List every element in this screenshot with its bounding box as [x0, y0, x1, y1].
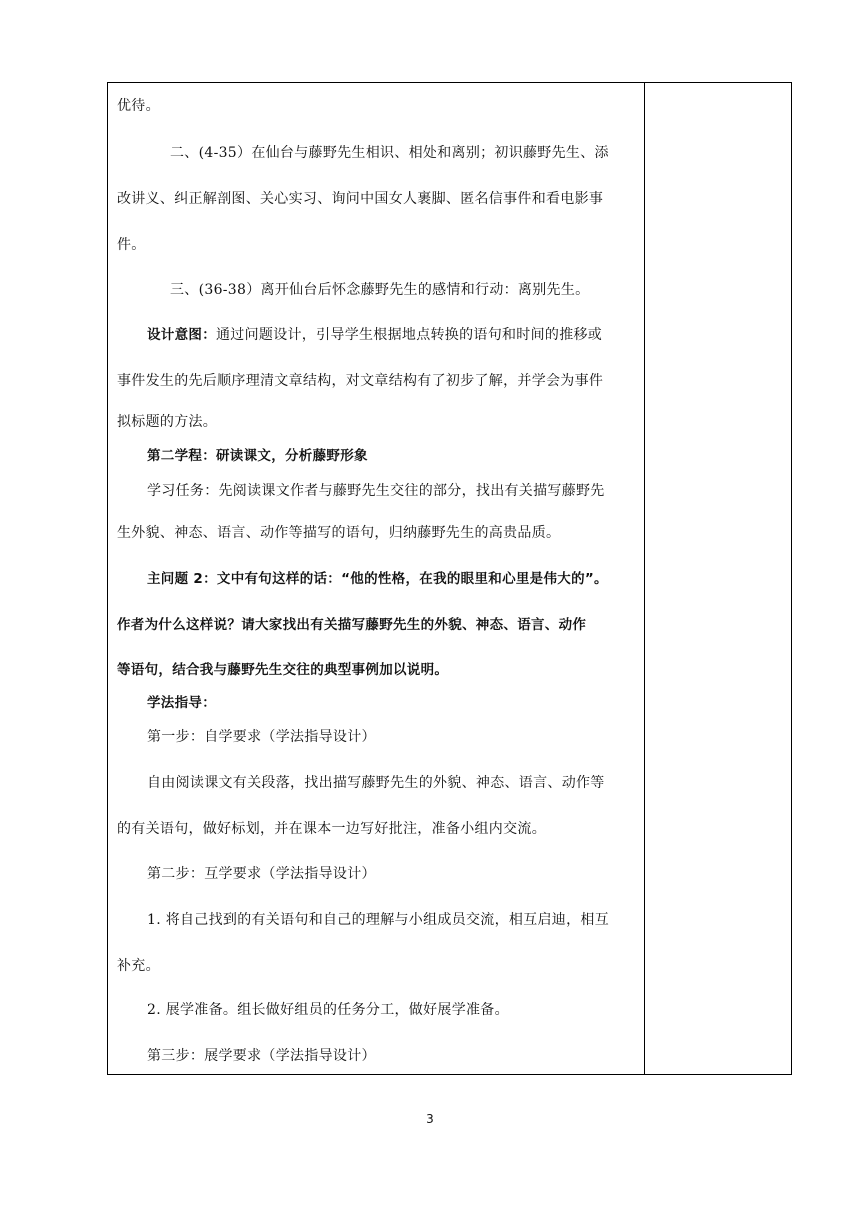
text-line: 优待。 — [117, 98, 160, 114]
text-line: 补充。 — [117, 958, 160, 974]
step-heading: 第二步：互学要求（学法指导设计） — [147, 866, 376, 882]
step-heading: 第一步：自学要求（学法指导设计） — [147, 729, 376, 745]
text-line: 1. 将自己找到的有关语句和自己的理解与小组成员交流，相互启迪，相互 — [147, 912, 610, 928]
page-number: 3 — [426, 1112, 434, 1126]
method-guide-heading: 学法指导： — [147, 695, 216, 711]
design-intent-line — [147, 325, 602, 345]
text-line: 2. 展学准备。组长做好组员的任务分工，做好展学准备。 — [147, 1002, 509, 1018]
text-line: 拟标题的方法。 — [117, 414, 218, 430]
main-question-line: 等语句，结合我与藤野先生交往的典型事例加以说明。 — [117, 662, 449, 678]
text-line: 事件发生的先后顺序理清文章结构，对文章结构有了初步了解，并学会为事件 — [117, 373, 604, 389]
main-question-line: 作者为什么这样说？请大家找出有关描写藤野先生的外貌、神态、语言、动作 — [117, 617, 587, 633]
table-column-divider — [644, 82, 645, 1075]
design-intent-label: 设计意图： — [147, 327, 216, 343]
text-line: 改讲义、纠正解剖图、关心实习、询问中国女人裹脚、匿名信事件和看电影事 — [117, 191, 604, 207]
text-line: 件。 — [117, 237, 146, 253]
design-intent-text: 通过问题设计，引导学生根据地点转换的语句和时间的推移或 — [216, 327, 603, 343]
text-line: 自由阅读课文有关段落，找出描写藤野先生的外貌、神态、语言、动作等 — [147, 775, 605, 791]
text-line: 生外貌、神态、语言、动作等描写的语句，归纳藤野先生的高贵品质。 — [117, 525, 561, 541]
main-question-line: 主问题 2：文中有句这样的话：“他的性格，在我的眼里和心里是伟大的”。 — [147, 571, 608, 587]
text-line: 二、(4-35）在仙台与藤野先生相识、相处和离别；初识藤野先生、添 — [170, 145, 609, 161]
text-line: 学习任务：先阅读课文作者与藤野先生交往的部分，找出有关描写藤野先 — [147, 483, 605, 499]
text-line: 三、(36-38）离开仙台后怀念藤野先生的感情和行动：离别先生。 — [170, 282, 590, 298]
section-heading: 第二学程：研读课文，分析藤野形象 — [147, 448, 368, 464]
text-line: 的有关语句，做好标划，并在课本一边写好批注，准备小组内交流。 — [117, 821, 546, 837]
step-heading: 第三步：展学要求（学法指导设计） — [147, 1048, 376, 1064]
